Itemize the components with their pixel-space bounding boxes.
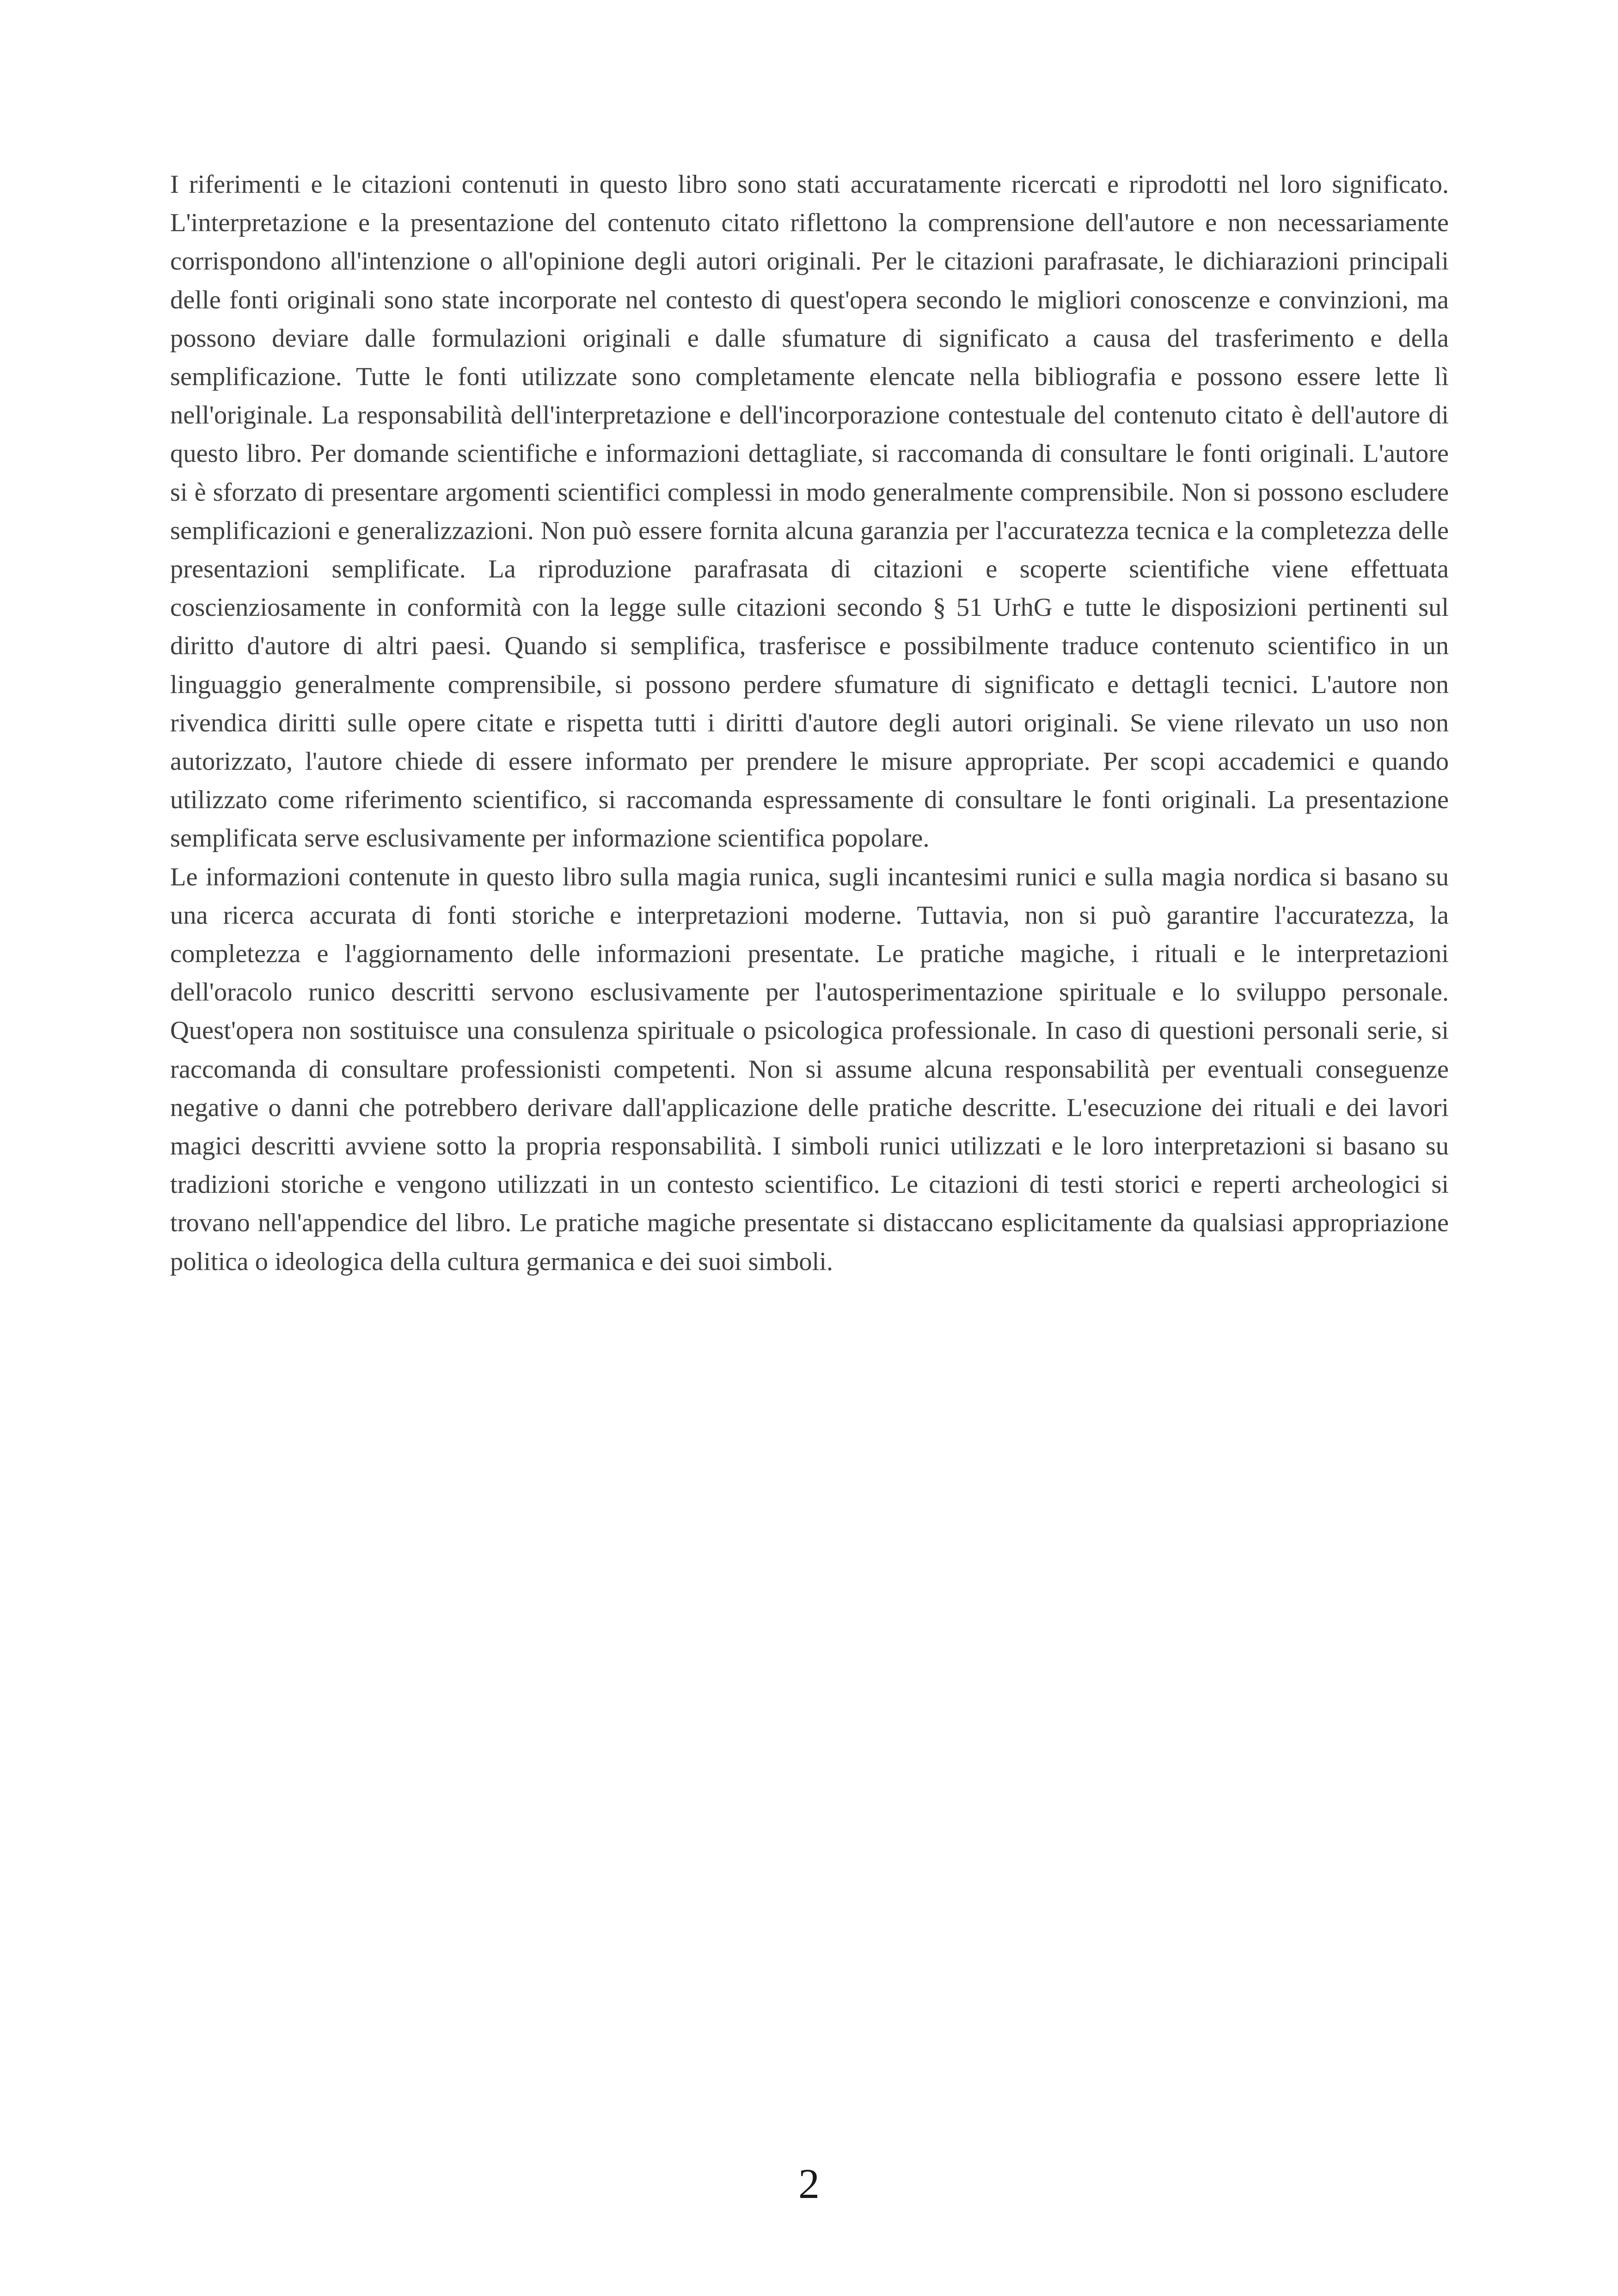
paragraph-citations-disclaimer: I riferimenti e le citazioni contenuti in questo libro sono stati accuratamente ricercati e riprodotti nel loro significato. L'interpretazione e la presentazione del contenuto citato riflettono la comprensione dell'autore e non necessariamente corrispondono all'intenzione o all'opinione degli autori originali. Per le citazioni parafrasate, le dichiarazioni principali delle fonti originali sono state incorporate nel contesto di quest'opera secondo le migliori conoscenze e convinzioni, ma possono deviare dalle formulazioni originali e dalle sfumature di significato a causa del trasferimento e della semplificazione. Tutte le fonti utilizzate sono completamente elencate nella bibliografia e possono essere lette lì nell'originale. La responsabilità dell'interpretazione e dell'incorporazione contestuale del contenuto citato è dell'autore di questo libro. Per domande scientifiche e informazioni dettagliate, si raccomanda di consultare le fonti originali. L'autore si è sforzato di presentare argomenti scientifici complessi in modo generalmente comprensibile. Non si possono escludere semplificazioni e generalizzazioni. Non può essere fornita alcuna garanzia per l'accuratezza tecnica e la completezza delle presentazioni semplificate. La riproduzione parafrasata di citazioni e scoperte scientifiche viene effettuata coscienziosamente in conformità con la legge sulle citazioni secondo § 51 UrhG e tutte le disposizioni pertinenti sul diritto d'autore di altri paesi. Quando si semplifica, trasferisce e possibilmente traduce contenuto scientifico in un linguaggio generalmente comprensibile, si possono perdere sfumature di significato e dettagli tecnici. L'autore non rivendica diritti sulle opere citate e rispetta tutti i diritti d'autore degli autori originali. Se viene rilevato un uso non autorizzato, l'autore chiede di essere informato per prendere le misure appropriate. Per scopi accademici e quando utilizzato come riferimento scientifico, si raccomanda espressamente di consultare le fonti originali. La presentazione semplificata serve esclusivamente per informazione scientifica popolare. xyxy=(170,170,1449,853)
page-number: 2 xyxy=(798,2160,820,2207)
paragraph-rune-magic-disclaimer: Le informazioni contenute in questo libro sulla magia runica, sugli incantesimi runici e sulla magia nordica si basano su una ricerca accurata di fonti storiche e interpretazioni moderne. Tuttavia, non si può garantire l'accuratezza, la completezza e l'aggiornamento delle informazioni presentate. Le pratiche magiche, i rituali e le interpretazioni dell'oracolo runico descritti servono esclusivamente per l'autosperimentazione spirituale e lo sviluppo personale. Quest'opera non sostituisce una consulenza spirituale o psicologica professionale. In caso di questioni personali serie, si raccomanda di consultare professionisti competenti. Non si assume alcuna responsabilità per eventuali conseguenze negative o danni che potrebbero derivare dall'applicazione delle pratiche descritte. L'esecuzione dei rituali e dei lavori magici descritti avviene sotto la propria responsabilità. I simboli runici utilizzati e le loro interpretazioni si basano su tradizioni storiche e vengono utilizzati in un contesto scientifico. Le citazioni di testi storici e reperti archeologici si trovano nell'appendice del libro. Le pratiche magiche presentate si distaccano esplicitamente da qualsiasi appropriazione politica o ideologica della cultura germanica e dei suoi simboli. xyxy=(170,862,1449,1276)
body-text xyxy=(170,166,1449,1281)
